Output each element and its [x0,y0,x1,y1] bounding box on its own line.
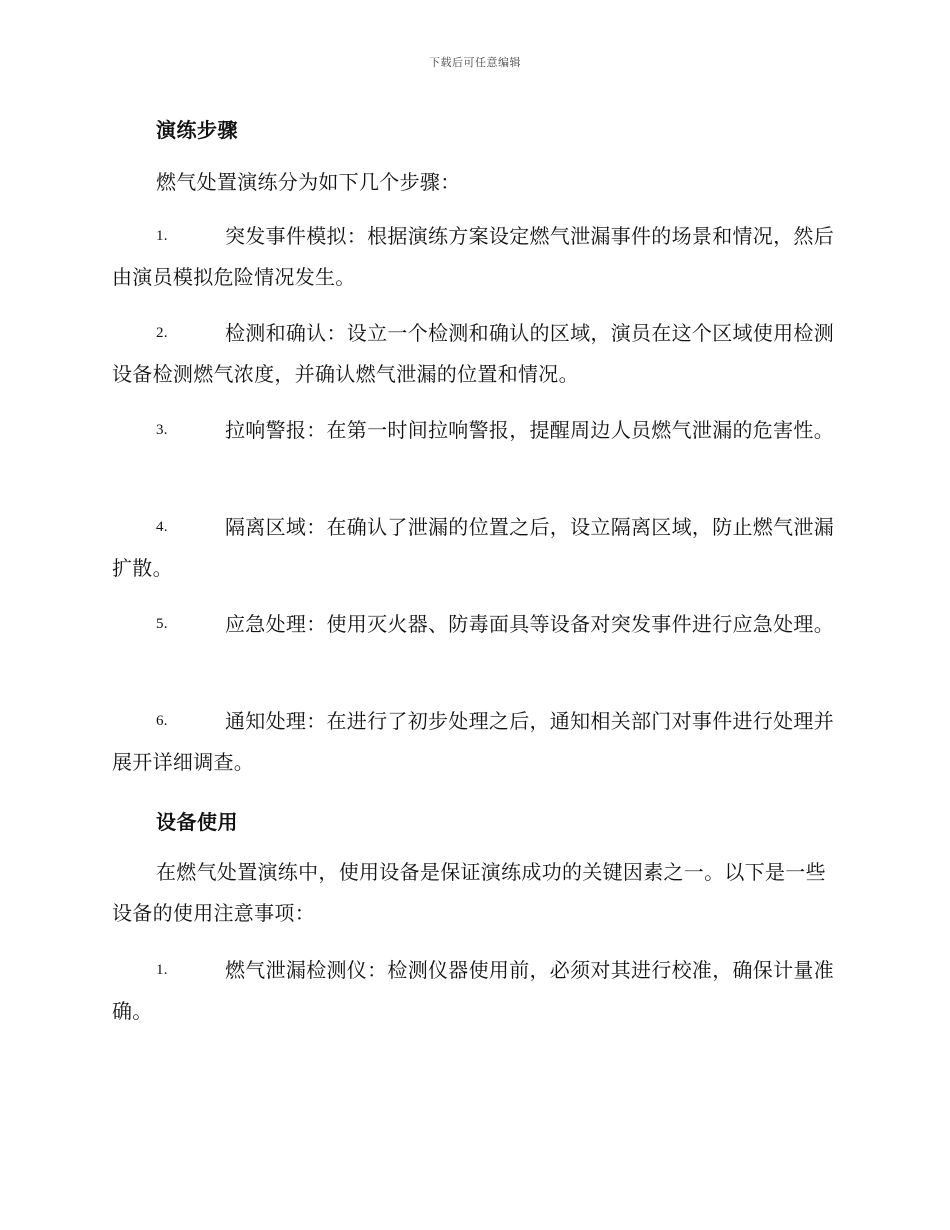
list-item-text: 拉响警报：在第一时间拉响警报，提醒周边人员燃气泄漏的危害性。 [225,418,834,442]
list-item-number: 4. [156,519,168,535]
list-item [112,604,834,645]
section-heading-drill-steps: 演练步骤 [156,118,238,142]
list-item [112,216,834,298]
list-item [112,313,834,395]
list-item-number: 1. [156,962,168,978]
list-item-text: 突发事件模拟：根据演练方案设定燃气泄漏事件的场景和情况，然后由演员模拟危险情况发生。 [112,224,834,289]
list-item-text: 应急处理：使用灭火器、防毒面具等设备对突发事件进行应急处理。 [225,612,834,636]
list-item-text: 隔离区域：在确认了泄漏的位置之后，设立隔离区域，防止燃气泄漏扩散。 [112,515,834,580]
list-item [112,950,834,1032]
list-item-text: 通知处理：在进行了初步处理之后，通知相关部门对事件进行处理并展开详细调查。 [112,709,834,774]
section-intro-drill-steps: 燃气处置演练分为如下几个步骤： [156,170,461,194]
list-item-number: 2. [156,325,168,341]
section-heading-equipment-use: 设备使用 [156,810,238,834]
list-item-text: 燃气泄漏检测仪：检测仪器使用前，必须对其进行校准，确保计量准确。 [112,958,834,1023]
list-item-number: 1. [156,228,168,244]
page-header: 下载后可任意编辑 [429,56,521,69]
list-item-number: 5. [156,616,168,632]
list-item-text: 检测和确认：设立一个检测和确认的区域，演员在这个区域使用检测设备检测燃气浓度，并确认燃气泄漏的位置和情况。 [112,321,834,386]
list-item-number: 3. [156,422,168,438]
list-item-number: 6. [156,713,168,729]
list-item [112,410,834,451]
section-intro-equipment-use: 在燃气处置演练中，使用设备是保证演练成功的关键因素之一。以下是一些设备的使用注意事项： [112,860,826,925]
list-item [112,701,834,783]
list-item [112,507,834,589]
